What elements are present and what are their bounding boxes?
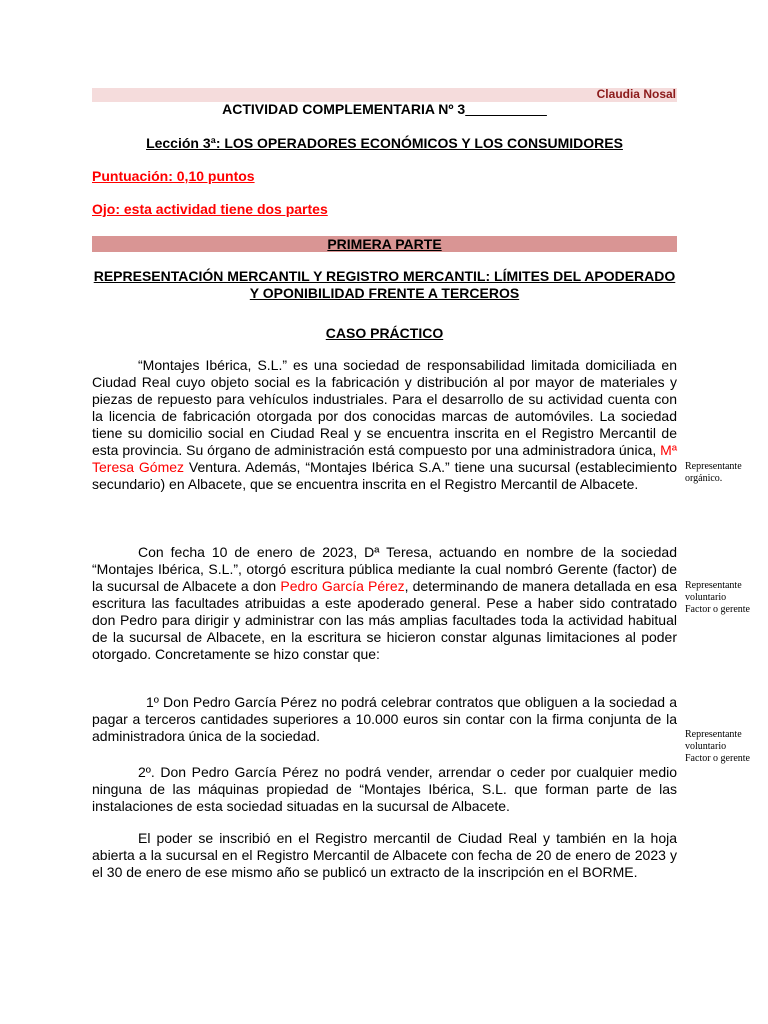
activity-title-text: ACTIVIDAD COMPLEMENTARIA Nº 3 xyxy=(222,101,466,117)
margin-note-2 xyxy=(685,580,750,616)
paragraph-1-text-a: “Montajes Ibérica, S.L.” es una sociedad de responsabilidad limitada domiciliada en Ciudad Real cuyo objeto social es la fabricación y distribución al por mayor de materiales y piezas de repuesto para vehículos industriales. Para el desarrollo de su actividad cuenta con la licencia de fabricación otorgada por dos conocidas marcas de automóviles. La sociedad tiene su domicilio social en Ciudad Real y se encuentra inscrita en el Registro Mercantil de esta provincia. Su órgano de administración está compuesto por una administradora única, xyxy=(92,357,677,458)
paragraph-2-text-a: Con fecha 10 de enero de 2023, Dª Teresa, actuando en nombre de la sociedad “Montajes Ibérica, S.L.”, otorgó escritura pública mediante la cual nombró Gerente (factor) de la sucursal de Albacete a don xyxy=(92,544,677,594)
margin-note-3-line-2: voluntario xyxy=(685,741,727,752)
margin-note-1-line-2: orgánico. xyxy=(685,473,723,484)
manager-name: Pedro García Pérez xyxy=(280,578,405,594)
margin-note-1 xyxy=(685,461,742,485)
paragraph-2-text-b: , determinando de manera detallada en esa escritura las facultades atribuidas a este apoderado general. Pese a haber sido contratado don Pedro para dirigir y administrar con las más amplias facultades toda la actividad habitual de la sucursal de Albacete, en la escritura se hicieron constar algunas limitaciones al poder otorgado. Concretamente se hizo constar que: xyxy=(92,578,678,662)
warning-line: Ojo: esta actividad tiene dos partes xyxy=(92,201,328,217)
paragraph-3: 1º Don Pedro García Pérez no podrá celebrar contratos que obliguen a la sociedad a pagar a terceros cantidades superiores a 10.000 euros sin contar con la firma conjunta de la administradora única de la sociedad. xyxy=(92,694,677,744)
author-bar xyxy=(92,88,677,102)
paragraph-1 xyxy=(92,357,677,493)
paragraph-2 xyxy=(92,544,677,663)
margin-note-3 xyxy=(685,729,750,765)
section-subheading: REPRESENTACIÓN MERCANTIL Y REGISTRO MERCANTIL: LÍMITES DEL APODERADO Y OPONIBILIDAD FRENTE A TERCEROS xyxy=(93,268,676,301)
margin-note-2-line-1: Representante xyxy=(685,580,742,591)
margin-note-2-line-3: Factor o gerente xyxy=(685,604,750,615)
paragraph-4: 2º. Don Pedro García Pérez no podrá vender, arrendar o ceder por cualquier medio ninguna de las máquinas propiedad de “Montajes Ibérica, S.L. que forman parte de las instalaciones de esta sociedad situadas en la sucursal de Albacete. xyxy=(92,764,677,814)
margin-note-1-line-1: Representante xyxy=(685,461,742,472)
activity-title xyxy=(92,101,677,117)
administrator-name: Mª Teresa Gómez xyxy=(92,442,678,475)
margin-note-3-line-1: Representante xyxy=(685,729,742,740)
margin-note-3-line-3: Factor o gerente xyxy=(685,753,750,764)
author-name: Claudia Nosal xyxy=(596,87,676,101)
paragraph-1-text-b: Ventura. Además, “Montajes Ibérica S.A.” tiene una sucursal (establecimiento secundario) en Albacete, que se encuentra inscrita en el Registro Mercantil de Albacete. xyxy=(92,459,677,492)
score-line: Puntuación: 0,10 puntos xyxy=(92,168,255,184)
lesson-title: Lección 3ª: LOS OPERADORES ECONÓMICOS Y LOS CONSUMIDORES xyxy=(146,135,623,151)
title-underline-blank xyxy=(465,101,547,117)
paragraph-5: El poder se inscribió en el Registro mercantil de Ciudad Real y también en la hoja abierta a la sucursal en el Registro Mercantil de Albacete con fecha de 20 de enero de 2023 y el 30 de enero de ese mismo año se publicó un extracto de la inscripción en el BORME. xyxy=(92,830,677,880)
margin-note-2-line-2: voluntario xyxy=(685,592,727,603)
part-heading: PRIMERA PARTE xyxy=(327,236,442,252)
case-heading: CASO PRÁCTICO xyxy=(325,325,444,341)
